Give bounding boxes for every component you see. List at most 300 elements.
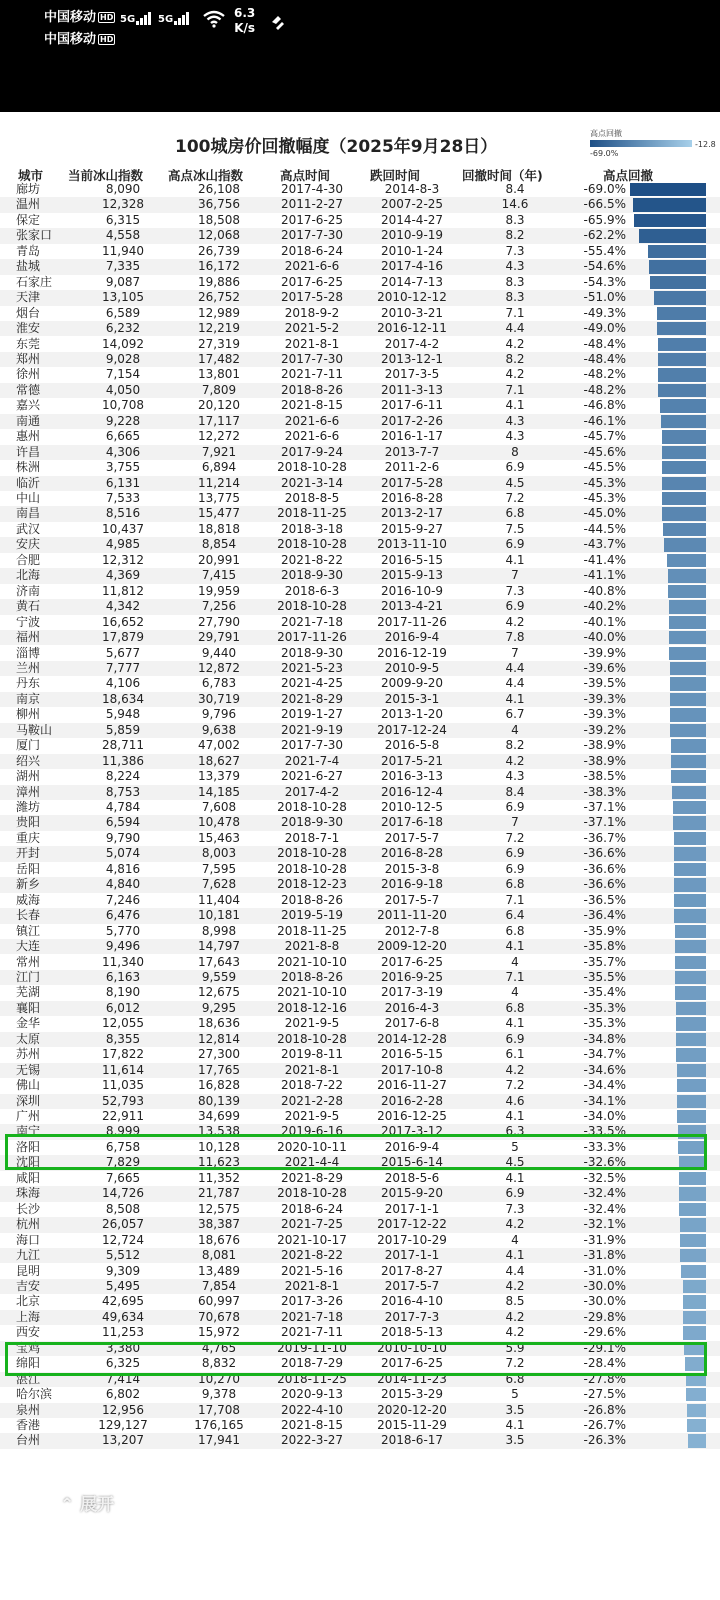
cell-peak-index: 8,081: [201, 1248, 237, 1263]
drawdown-bar-track: [630, 399, 706, 412]
drawdown-bar: [687, 1404, 706, 1417]
cell-drawdown-pct: -43.7%: [583, 537, 626, 552]
cell-drawdown-years: 7.1: [505, 969, 525, 984]
cell-fall-back-time: 2017-10-8: [380, 1062, 444, 1077]
cell-peak-index: 17,708: [198, 1402, 240, 1417]
cell-drawdown-pct: -48.4%: [583, 336, 626, 351]
table-row: [0, 985, 720, 1000]
cell-current-index: 9,496: [105, 939, 141, 954]
cell-city: 徐州: [16, 367, 41, 382]
cell-drawdown-years: 8.2: [505, 351, 525, 366]
cell-city: 襄阳: [16, 1000, 41, 1015]
drawdown-bar-track: [630, 1388, 706, 1401]
cell-peak-time: 2021-7-11: [280, 1325, 344, 1340]
header-peak-time: 高点时间: [280, 168, 331, 183]
cell-peak-index: 18,627: [198, 753, 240, 768]
table-row: [0, 506, 720, 521]
cell-drawdown-pct: -27.5%: [583, 1387, 626, 1402]
net-speed: [234, 6, 255, 36]
cell-city: 南昌: [16, 506, 41, 521]
table-row: [0, 197, 720, 212]
cell-current-index: 17,879: [102, 630, 144, 645]
cell-peak-time: 2017-5-28: [280, 290, 344, 305]
cell-city: 哈尔滨: [16, 1387, 53, 1402]
cell-current-index: 4,342: [105, 599, 141, 614]
table-row: [0, 445, 720, 460]
table-row: [0, 831, 720, 846]
cell-peak-time: 2021-6-27: [280, 769, 344, 784]
table-row: [0, 1403, 720, 1418]
table-row: [0, 522, 720, 537]
cell-drawdown-pct: -32.5%: [583, 1170, 626, 1185]
cell-drawdown-years: 14.6: [501, 197, 529, 212]
drawdown-bar-track: [630, 832, 706, 845]
cell-peak-time: 2021-8-8: [284, 939, 340, 954]
cell-peak-index: 6,894: [201, 460, 237, 475]
drawdown-bar-track: [630, 276, 706, 289]
cell-drawdown-years: 8: [511, 444, 519, 459]
cell-fall-back-time: 2017-11-26: [377, 614, 447, 629]
cell-peak-index: 80,139: [198, 1093, 240, 1108]
cell-city: 惠州: [16, 429, 41, 444]
table-row: [0, 1063, 720, 1078]
cell-current-index: 11,340: [102, 954, 144, 969]
cell-peak-index: 12,272: [198, 429, 240, 444]
table-row: [0, 537, 720, 552]
cell-drawdown-pct: -39.5%: [583, 676, 626, 691]
cell-drawdown-years: 7.1: [505, 305, 525, 320]
cell-city: 南京: [16, 691, 41, 706]
cell-peak-time: 2011-2-27: [280, 197, 344, 212]
cell-peak-time: 2021-6-6: [284, 429, 340, 444]
cell-drawdown-pct: -36.6%: [583, 846, 626, 861]
cell-fall-back-time: 2017-6-11: [380, 398, 444, 413]
cell-drawdown-pct: -31.8%: [583, 1248, 626, 1263]
cell-fall-back-time: 2015-3-8: [384, 861, 440, 876]
cell-fall-back-time: 2016-3-13: [380, 769, 444, 784]
cell-city: 无锡: [16, 1062, 41, 1077]
cell-peak-index: 13,538: [198, 1124, 240, 1139]
cell-peak-index: 4,765: [201, 1340, 237, 1355]
drawdown-bar-track: [630, 507, 706, 520]
cell-city: 湛江: [16, 1371, 41, 1386]
cell-drawdown-years: 7.2: [505, 1078, 525, 1093]
cell-current-index: 6,131: [105, 475, 141, 490]
drawdown-bar-track: [630, 415, 706, 428]
drawdown-bar-track: [630, 1033, 706, 1046]
cell-drawdown-years: 8.3: [505, 290, 525, 305]
drawdown-bar: [679, 1172, 706, 1185]
cell-drawdown-pct: -29.6%: [583, 1325, 626, 1340]
cell-peak-index: 26,739: [198, 243, 240, 258]
drawdown-bar-track: [630, 1404, 706, 1417]
cell-drawdown-pct: -55.4%: [583, 243, 626, 258]
drawdown-bar: [670, 662, 706, 675]
drawdown-bar-track: [630, 260, 706, 273]
cell-drawdown-years: 6.8: [505, 1371, 525, 1386]
table-row: [0, 228, 720, 243]
cell-peak-index: 17,643: [198, 954, 240, 969]
cell-fall-back-time: 2017-1-1: [384, 1201, 440, 1216]
cell-peak-time: 2019-5-19: [280, 908, 344, 923]
cell-drawdown-years: 3.5: [505, 1402, 525, 1417]
drawdown-bar-track: [630, 1234, 706, 1247]
drawdown-bar: [677, 1064, 706, 1077]
cell-city: 潍坊: [16, 800, 41, 814]
cell-city: 临沂: [16, 475, 41, 490]
drawdown-bar-track: [630, 1203, 706, 1216]
cell-peak-time: 2021-7-25: [280, 1217, 344, 1232]
cell-fall-back-time: 2013-12-1: [380, 351, 444, 366]
cell-drawdown-years: 4.3: [505, 413, 525, 428]
cell-peak-time: 2018-8-26: [280, 892, 344, 907]
drawdown-bar-track: [630, 801, 706, 814]
table-row: [0, 584, 720, 599]
cell-city: 泉州: [16, 1402, 41, 1417]
carrier-2-label: 中国移动: [44, 32, 97, 47]
cell-drawdown-years: 4.3: [505, 769, 525, 784]
cell-peak-time: 2018-9-30: [280, 815, 344, 830]
cell-drawdown-years: 6.9: [505, 460, 525, 475]
cell-current-index: 17,822: [102, 1047, 144, 1062]
cell-fall-back-time: 2017-3-19: [380, 985, 444, 1000]
cell-current-index: 3,380: [105, 1340, 141, 1355]
table-row: [0, 568, 720, 583]
cell-drawdown-years: 4.2: [505, 1062, 525, 1077]
drawdown-bar-track: [630, 1218, 706, 1231]
drawdown-bar: [679, 1203, 706, 1216]
drawdown-bar-track: [630, 554, 706, 567]
cell-peak-time: 2018-6-24: [280, 243, 344, 258]
cell-city: 咸阳: [16, 1170, 41, 1185]
cell-peak-index: 9,295: [201, 1000, 237, 1015]
table-row: [0, 769, 720, 784]
drawdown-bar: [669, 600, 706, 613]
cell-peak-time: 2021-10-10: [277, 985, 347, 1000]
cell-drawdown-years: 6.8: [505, 923, 525, 938]
cell-peak-time: 2021-7-18: [280, 614, 344, 629]
cell-peak-time: 2021-6-6: [284, 259, 340, 274]
cell-peak-index: 9,440: [201, 645, 237, 660]
cell-current-index: 5,512: [105, 1248, 141, 1263]
cell-fall-back-time: 2013-11-10: [377, 537, 447, 552]
cell-city: 威海: [16, 892, 41, 907]
cell-peak-index: 6,783: [201, 676, 237, 691]
table-row: [0, 785, 720, 800]
cell-drawdown-pct: -45.3%: [583, 475, 626, 490]
cell-peak-index: 16,172: [198, 259, 240, 274]
cell-current-index: 26,057: [102, 1217, 144, 1232]
drawdown-bar-track: [630, 755, 706, 768]
cell-peak-index: 19,959: [198, 583, 240, 598]
cell-city: 福州: [16, 630, 41, 645]
drawdown-bar-track: [630, 1434, 706, 1447]
cell-fall-back-time: 2014-8-3: [384, 182, 440, 196]
cell-peak-index: 13,775: [198, 491, 240, 505]
cell-peak-index: 10,478: [198, 815, 240, 830]
cell-drawdown-years: 4.2: [505, 1217, 525, 1232]
cell-current-index: 8,508: [105, 1201, 141, 1216]
cell-fall-back-time: 2016-5-8: [384, 738, 440, 753]
net-type-1: 5G: [120, 14, 136, 25]
drawdown-bar: [675, 925, 706, 938]
cell-city: 丹东: [16, 676, 41, 691]
cell-fall-back-time: 2016-4-3: [384, 1000, 440, 1015]
cell-peak-time: 2019-11-10: [277, 1340, 347, 1355]
cell-peak-index: 70,678: [198, 1309, 240, 1324]
drawdown-bar-track: [630, 430, 706, 443]
cell-fall-back-time: 2017-6-25: [380, 954, 444, 969]
cell-peak-index: 20,120: [198, 398, 240, 413]
table-row: [0, 1032, 720, 1047]
cell-drawdown-years: 7.5: [505, 521, 525, 536]
drawdown-bar: [673, 801, 706, 814]
cell-peak-time: 2017-6-25: [280, 274, 344, 289]
cell-drawdown-pct: -69.0%: [583, 182, 626, 196]
table-row: [0, 414, 720, 429]
cell-drawdown-years: 4.2: [505, 1325, 525, 1340]
cell-drawdown-years: 6.4: [505, 908, 525, 923]
table-row: [0, 1433, 720, 1448]
cell-fall-back-time: 2016-5-15: [380, 1047, 444, 1062]
cell-peak-time: 2018-10-28: [277, 800, 347, 814]
drawdown-bar: [670, 708, 706, 721]
drawdown-bar-track: [630, 307, 706, 320]
cell-peak-time: 2018-10-28: [277, 1186, 347, 1201]
drawdown-bar: [675, 956, 706, 969]
cell-peak-time: 2021-5-16: [280, 1263, 344, 1278]
cell-peak-time: 2018-11-25: [277, 923, 347, 938]
cell-drawdown-years: 6.9: [505, 1031, 525, 1046]
cell-peak-index: 26,108: [198, 182, 240, 196]
drawdown-bar: [686, 1388, 706, 1401]
drawdown-bar-track: [630, 538, 706, 551]
drawdown-bar-track: [630, 214, 706, 227]
cell-peak-index: 14,797: [198, 939, 240, 954]
cell-drawdown-pct: -40.8%: [583, 583, 626, 598]
drawdown-bar: [658, 384, 706, 397]
cell-fall-back-time: 2016-8-28: [380, 491, 444, 505]
cell-peak-time: 2020-9-13: [280, 1387, 344, 1402]
cell-drawdown-years: 4.1: [505, 939, 525, 954]
cell-current-index: 6,012: [105, 1000, 141, 1015]
drawdown-bar: [673, 816, 706, 829]
cell-city: 株洲: [16, 460, 41, 475]
cell-city: 北海: [16, 568, 41, 583]
cell-current-index: 8,516: [105, 506, 141, 521]
cell-peak-time: 2018-9-2: [284, 305, 340, 320]
table-row: [0, 955, 720, 970]
cell-peak-time: 2018-3-18: [280, 521, 344, 536]
cell-drawdown-years: 6.9: [505, 1186, 525, 1201]
cell-current-index: 8,090: [105, 182, 141, 196]
cell-peak-index: 26,752: [198, 290, 240, 305]
cell-fall-back-time: 2017-6-18: [380, 815, 444, 830]
cell-drawdown-pct: -35.3%: [583, 1016, 626, 1031]
cell-city: 长沙: [16, 1201, 41, 1216]
cell-current-index: 16,652: [102, 614, 144, 629]
cell-current-index: 9,228: [105, 413, 141, 428]
cell-fall-back-time: 2017-12-24: [377, 722, 447, 737]
cell-city: 淮安: [16, 321, 41, 336]
drawdown-bar-track: [630, 1172, 706, 1185]
cell-drawdown-pct: -33.3%: [583, 1139, 626, 1154]
cell-drawdown-pct: -44.5%: [583, 521, 626, 536]
drawdown-bar: [648, 245, 706, 258]
cell-current-index: 49,634: [102, 1309, 144, 1324]
cell-current-index: 4,369: [105, 568, 141, 583]
cell-drawdown-years: 4.3: [505, 429, 525, 444]
drawdown-bar-track: [630, 1064, 706, 1077]
drawdown-bar-track: [630, 368, 706, 381]
cell-city: 郑州: [16, 351, 41, 366]
drawdown-bar-track: [630, 1419, 706, 1432]
drawdown-bar-track: [630, 971, 706, 984]
cell-city: 金华: [16, 1016, 41, 1031]
cell-drawdown-years: 6.9: [505, 599, 525, 614]
table-row: [0, 491, 720, 506]
drawdown-bar: [671, 755, 706, 768]
cell-fall-back-time: 2016-10-9: [380, 583, 444, 598]
drawdown-bar-track: [630, 245, 706, 258]
cell-peak-time: 2018-7-29: [280, 1356, 344, 1371]
status-bar: [0, 0, 720, 112]
cell-city: 中山: [16, 491, 41, 505]
cell-peak-index: 15,972: [198, 1325, 240, 1340]
cell-drawdown-pct: -39.3%: [583, 691, 626, 706]
cell-current-index: 52,793: [102, 1093, 144, 1108]
table-row: [0, 352, 720, 367]
drawdown-bar: [649, 260, 706, 273]
drawdown-bar: [670, 693, 706, 706]
cell-city: 台州: [16, 1433, 41, 1448]
cell-current-index: 7,777: [105, 660, 141, 675]
drawdown-bar-track: [630, 183, 706, 196]
cell-city: 香港: [16, 1418, 41, 1432]
cell-peak-time: 2017-4-2: [284, 784, 340, 799]
drawdown-bar-track: [630, 461, 706, 474]
cell-peak-index: 9,378: [201, 1387, 237, 1402]
drawdown-bar: [661, 415, 706, 428]
drawdown-bar: [668, 569, 706, 582]
cell-drawdown-pct: -31.0%: [583, 1263, 626, 1278]
cell-peak-time: 2018-12-16: [277, 1000, 347, 1015]
cell-drawdown-pct: -35.7%: [583, 954, 626, 969]
cell-peak-index: 36,756: [198, 197, 240, 212]
cell-peak-index: 8,854: [201, 537, 237, 552]
cell-peak-index: 7,628: [201, 877, 237, 892]
table-row: [0, 924, 720, 939]
drawdown-bar-track: [630, 198, 706, 211]
cell-city: 长春: [16, 908, 41, 923]
cell-current-index: 4,784: [105, 800, 141, 814]
drawdown-bar-track: [630, 477, 706, 490]
cell-current-index: 11,614: [102, 1062, 144, 1077]
cell-current-index: 7,414: [105, 1371, 141, 1386]
drawdown-bar: [677, 1110, 706, 1123]
cell-peak-index: 12,575: [198, 1201, 240, 1216]
drawdown-bar: [681, 1265, 706, 1278]
cell-drawdown-pct: -40.2%: [583, 599, 626, 614]
table-row: [0, 1094, 720, 1109]
cell-fall-back-time: 2016-9-4: [384, 630, 440, 645]
cell-drawdown-years: 4.4: [505, 660, 525, 675]
cell-peak-index: 21,787: [198, 1186, 240, 1201]
cell-drawdown-pct: -48.2%: [583, 382, 626, 397]
drawdown-bar-track: [630, 724, 706, 737]
cell-city: 常州: [16, 954, 41, 969]
cell-fall-back-time: 2017-6-8: [384, 1016, 440, 1031]
cell-peak-time: 2018-10-28: [277, 1031, 347, 1046]
cell-city: 安庆: [16, 537, 41, 552]
net-speed-unit: K/s: [234, 21, 256, 35]
drawdown-bar: [683, 1280, 706, 1293]
cell-current-index: 6,476: [105, 908, 141, 923]
cell-peak-index: 20,991: [198, 552, 240, 567]
drawdown-bar: [654, 291, 706, 304]
cell-drawdown-years: 8.3: [505, 274, 525, 289]
cell-fall-back-time: 2015-9-27: [380, 521, 444, 536]
drawdown-bar-track: [630, 616, 706, 629]
cell-current-index: 14,092: [102, 336, 144, 351]
cell-peak-index: 9,638: [201, 722, 237, 737]
cell-city: 武汉: [16, 521, 41, 536]
cell-fall-back-time: 2016-12-25: [377, 1109, 447, 1123]
cell-drawdown-years: 4.1: [505, 398, 525, 413]
drawdown-bar-track: [630, 229, 706, 242]
cell-peak-index: 17,941: [198, 1433, 240, 1448]
cell-drawdown-pct: -36.6%: [583, 861, 626, 876]
cell-drawdown-years: 6.7: [505, 707, 525, 722]
cell-fall-back-time: 2016-4-10: [380, 1294, 444, 1309]
cell-peak-time: 2021-4-4: [284, 1155, 340, 1170]
cell-drawdown-pct: -33.5%: [583, 1124, 626, 1139]
table-row: [0, 661, 720, 676]
cell-current-index: 9,028: [105, 351, 141, 366]
cell-fall-back-time: 2017-5-28: [380, 475, 444, 490]
cell-city: 漳州: [16, 784, 41, 799]
cell-current-index: 9,790: [105, 830, 141, 845]
cell-current-index: 4,306: [105, 444, 141, 459]
cell-peak-time: 2018-10-28: [277, 861, 347, 876]
cell-city: 岳阳: [16, 861, 41, 876]
drawdown-bar: [687, 1419, 706, 1432]
cell-city: 常德: [16, 382, 41, 397]
cell-fall-back-time: 2016-9-25: [380, 969, 444, 984]
cell-fall-back-time: 2015-9-13: [380, 568, 444, 583]
drawdown-bar: [683, 1311, 706, 1324]
table-row: [0, 1279, 720, 1294]
drawdown-bar-track: [630, 909, 706, 922]
drawdown-bar-track: [630, 647, 706, 660]
cell-city: 珠海: [16, 1186, 41, 1201]
cell-drawdown-pct: -38.5%: [583, 769, 626, 784]
drawdown-bar-track: [630, 492, 706, 505]
cell-drawdown-pct: -48.2%: [583, 367, 626, 382]
cell-city: 芜湖: [16, 985, 41, 1000]
drawdown-bar: [658, 353, 706, 366]
cell-peak-index: 18,676: [198, 1232, 240, 1247]
drawdown-bar: [671, 770, 706, 783]
cell-drawdown-pct: -49.0%: [583, 321, 626, 336]
cell-city: 天津: [16, 290, 41, 305]
drawdown-bar: [658, 338, 706, 351]
table-row: [0, 707, 720, 722]
cell-drawdown-pct: -45.0%: [583, 506, 626, 521]
drawdown-bar-track: [630, 863, 706, 876]
cell-drawdown-pct: -26.8%: [583, 1402, 626, 1417]
cell-current-index: 12,328: [102, 197, 144, 212]
